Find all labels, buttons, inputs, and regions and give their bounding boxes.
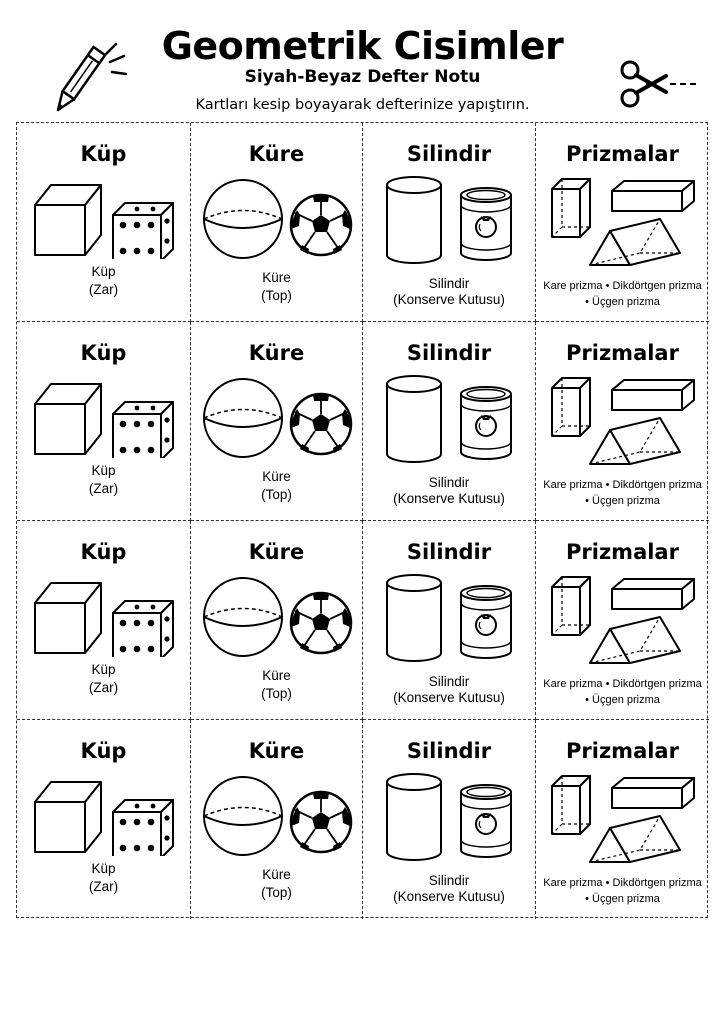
cards-grid — [16, 122, 708, 918]
caption-line2: (Zar) — [88, 282, 119, 297]
tin-can-icon — [461, 586, 511, 658]
cylinder-illustration — [363, 169, 535, 269]
square-prism-icon — [552, 776, 590, 834]
card-title: Küp — [80, 540, 127, 564]
cylinder-icon — [387, 774, 441, 860]
card-kure — [191, 521, 363, 720]
sphere-illustration — [191, 368, 363, 458]
rectangular-prism-icon — [612, 380, 694, 410]
page-title: Geometrik Cisimler — [161, 24, 564, 68]
caption-line2: (Zar) — [88, 680, 119, 695]
soccer-ball-icon — [291, 394, 351, 454]
soccer-ball-icon — [291, 792, 351, 852]
dice-icon — [113, 203, 173, 259]
page-header — [0, 0, 725, 122]
card-kure — [191, 720, 363, 919]
card-title: Küp — [80, 341, 127, 365]
caption-line2: • Üçgen prizma — [585, 694, 660, 706]
caption-line1: Küp — [91, 662, 116, 677]
card-title: Küre — [248, 739, 305, 763]
caption-line2: (Top) — [261, 487, 292, 502]
caption-line1: Küp — [91, 861, 116, 876]
card-silindir — [363, 322, 536, 521]
prisms-illustration — [536, 766, 708, 870]
triangular-prism-icon — [590, 617, 680, 663]
card-kup — [17, 521, 191, 720]
prisms-illustration — [536, 567, 708, 671]
triangular-prism-icon — [590, 418, 680, 464]
caption-line2: (Konserve Kutusu) — [393, 690, 505, 705]
caption-line2: (Top) — [261, 686, 292, 701]
dice-icon — [113, 601, 173, 657]
square-prism-icon — [552, 179, 590, 237]
card-prizmalar — [536, 521, 709, 720]
card-title: Silindir — [406, 739, 492, 763]
card-kure — [191, 322, 363, 521]
caption-line2: (Zar) — [88, 481, 119, 496]
caption-line1: Silindir — [428, 475, 470, 490]
card-kure — [191, 123, 363, 322]
cylinder-icon — [387, 575, 441, 661]
rectangular-prism-icon — [612, 181, 694, 211]
cylinder-illustration — [363, 368, 535, 468]
scissors-icon — [618, 58, 698, 114]
prisms-illustration — [536, 368, 708, 472]
tin-can-icon — [461, 188, 511, 260]
soccer-ball-icon — [291, 195, 351, 255]
sphere-icon — [204, 578, 282, 656]
card-title: Küre — [248, 341, 305, 365]
card-title: Silindir — [406, 540, 492, 564]
caption-line1: Küp — [91, 463, 116, 478]
sphere-illustration — [191, 766, 363, 856]
card-prizmalar — [536, 322, 709, 521]
card-title: Silindir — [406, 142, 492, 166]
cylinder-icon — [387, 376, 441, 462]
cube-illustration — [17, 766, 189, 856]
rectangular-prism-icon — [612, 778, 694, 808]
cube-icon — [35, 185, 101, 255]
card-silindir — [363, 123, 536, 322]
cylinder-illustration — [363, 567, 535, 667]
cube-illustration — [17, 169, 189, 259]
cylinder-illustration — [363, 766, 535, 866]
caption-line1: Silindir — [428, 873, 470, 888]
card-silindir — [363, 720, 536, 919]
caption-line1: Küre — [262, 668, 291, 683]
caption-line2: (Konserve Kutusu) — [393, 491, 505, 506]
triangular-prism-icon — [590, 816, 680, 862]
card-title: Küp — [80, 142, 127, 166]
cube-illustration — [17, 567, 189, 657]
cube-icon — [35, 583, 101, 653]
prisms-illustration — [536, 169, 708, 273]
instruction-text: Kartları kesip boyayarak defterinize yapıştırın. — [195, 97, 530, 113]
card-prizmalar — [536, 720, 709, 919]
dice-icon — [113, 402, 173, 458]
caption-line1: Kare prizma • Dikdörtgen prizma — [543, 678, 702, 690]
sphere-illustration — [191, 169, 363, 259]
caption-line2: (Konserve Kutusu) — [393, 889, 505, 904]
cube-icon — [35, 782, 101, 852]
sphere-icon — [204, 379, 282, 457]
caption-line2: • Üçgen prizma — [585, 495, 660, 507]
sphere-illustration — [191, 567, 363, 657]
square-prism-icon — [552, 577, 590, 635]
tin-can-icon — [461, 387, 511, 459]
card-title: Prizmalar — [566, 540, 679, 564]
card-kup — [17, 720, 191, 919]
caption-line1: Küre — [262, 867, 291, 882]
caption-line1: Kare prizma • Dikdörtgen prizma — [543, 280, 702, 292]
caption-line2: (Top) — [261, 288, 292, 303]
caption-line1: Küre — [262, 469, 291, 484]
card-title: Prizmalar — [566, 341, 679, 365]
caption-line1: Küp — [91, 264, 116, 279]
caption-line1: Kare prizma • Dikdörtgen prizma — [543, 877, 702, 889]
caption-line2: (Zar) — [88, 879, 119, 894]
card-title: Prizmalar — [566, 739, 679, 763]
sphere-icon — [204, 777, 282, 855]
card-prizmalar — [536, 123, 709, 322]
caption-line1: Silindir — [428, 276, 470, 291]
page-subtitle: Siyah-Beyaz Defter Notu — [244, 67, 481, 87]
triangular-prism-icon — [590, 219, 680, 265]
caption-line1: Küre — [262, 270, 291, 285]
sphere-icon — [204, 180, 282, 258]
card-kup — [17, 322, 191, 521]
caption-line2: (Top) — [261, 885, 292, 900]
caption-line2: • Üçgen prizma — [585, 893, 660, 905]
rectangular-prism-icon — [612, 579, 694, 609]
card-title: Silindir — [406, 341, 492, 365]
cylinder-icon — [387, 177, 441, 263]
caption-line1: Kare prizma • Dikdörtgen prizma — [543, 479, 702, 491]
cube-icon — [35, 384, 101, 454]
cube-illustration — [17, 368, 189, 458]
card-silindir — [363, 521, 536, 720]
square-prism-icon — [552, 378, 590, 436]
caption-line2: • Üçgen prizma — [585, 296, 660, 308]
caption-line1: Silindir — [428, 674, 470, 689]
caption-line2: (Konserve Kutusu) — [393, 292, 505, 307]
dice-icon — [113, 800, 173, 856]
card-title: Küre — [248, 540, 305, 564]
card-title: Küp — [80, 739, 127, 763]
tin-can-icon — [461, 785, 511, 857]
soccer-ball-icon — [291, 593, 351, 653]
card-kup — [17, 123, 191, 322]
card-title: Prizmalar — [566, 142, 679, 166]
card-title: Küre — [248, 142, 305, 166]
